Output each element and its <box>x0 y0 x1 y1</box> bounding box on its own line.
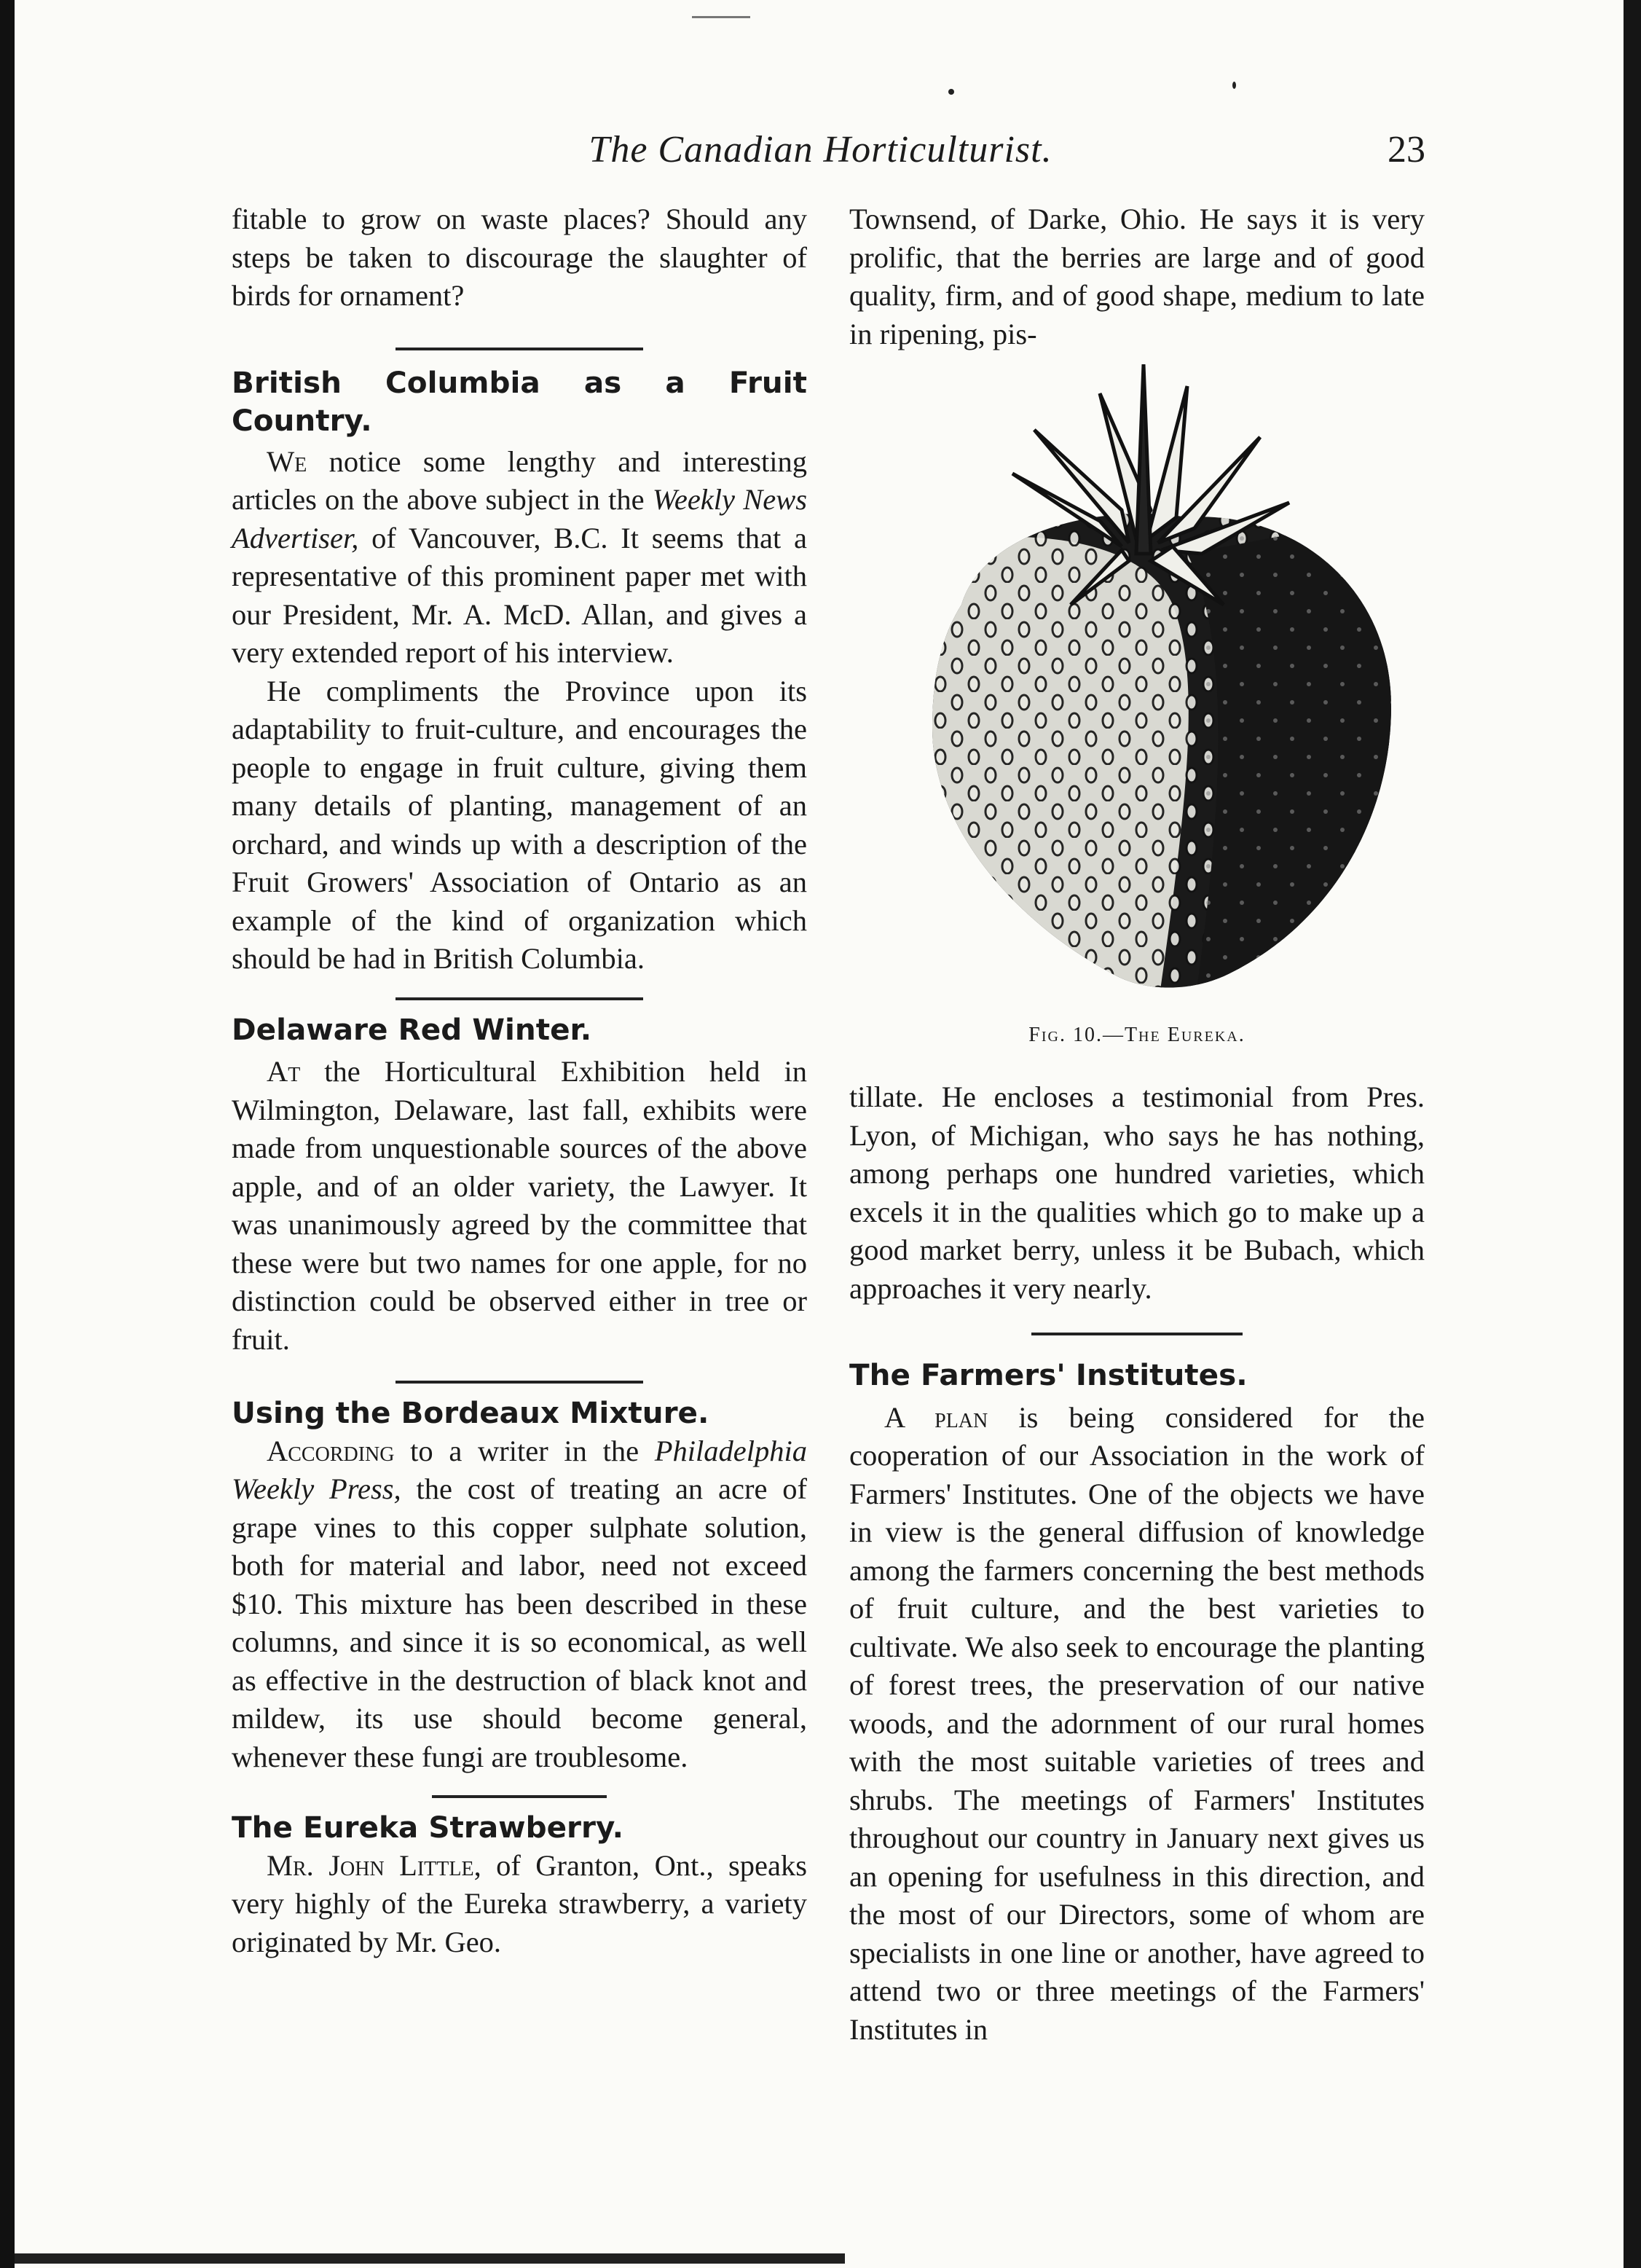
scan-edge-right <box>1624 0 1641 2268</box>
scan-edge-bottom <box>15 2253 845 2264</box>
heading-delaware: Delaware Red Winter. <box>232 1011 592 1047</box>
drop-word: We <box>267 444 307 478</box>
text-run: to a writer in the <box>394 1434 655 1467</box>
drop-word: At <box>267 1055 301 1088</box>
paragraph-bc-1 <box>232 443 807 672</box>
newspaper-title: Weekly News Advertiser, <box>232 483 807 554</box>
paragraph-bordeaux <box>232 1432 807 1777</box>
paragraph-eureka <box>232 1847 807 1962</box>
text-run: of Vancouver, B.C. It seems that a representative of this prominent paper met with our President, Mr. A. McD. Allan, and gives a very extended report of his interview. <box>232 521 807 669</box>
heading-farmers-institutes: The Farmers' Institutes. <box>849 1357 1248 1392</box>
paragraph-farmers-institutes <box>849 1399 1425 2049</box>
heading-bordeaux: Using the Bordeaux Mixture. <box>232 1395 709 1430</box>
scan-edge-left <box>0 0 15 2268</box>
section-rule <box>432 1795 607 1798</box>
right-column-bottom <box>849 1078 1425 2049</box>
text-run: notice some lengthy and interesting articles on the above subject in the <box>232 444 807 516</box>
page-number: 23 <box>1388 129 1425 170</box>
section-rule <box>396 1381 643 1384</box>
text-run: of Granton, Ont., speaks very highly of the Eureka strawberry, a variety originated by Mr. Geo. <box>232 1848 807 1958</box>
text-run: the cost of treating an acre of grape vines to this copper sulphate solution, both for material and labor, need not exceed $10. This mixture has been described in these columns, and since it is so economical, as well as effective in the destruction of black knot and mildew, its use should become general, whenever these fungi are troublesome. <box>232 1472 808 1773</box>
text-run: is being considered for the cooperation of our Association in the work of Farmers' Institutes. One of the objects we have in view is the general diffusion of knowledge among the farmers concerning the best methods of fruit culture, and the best varieties to cultivate. We also seek to encourage the planting of forest trees, the preservation of our native woods, and the adornment of our rural homes with the most suitable varieties of trees and shrubs. The meetings of Farmers' Institutes throughout our country in January next gives us an opening for usefulness in this direction, and the most of our Directors, some of whom are specialists in one line or another, have agreed to attend two or three meetings of the Farmers' Institutes in <box>849 1400 1425 2046</box>
paragraph-birds: fitable to grow on waste places? Should any steps be taken to discourage the slaughter of birds for ornament? <box>232 203 807 312</box>
section-rule <box>396 997 643 1000</box>
drop-word: A plan <box>884 1400 988 1434</box>
text-run: the Horticultural Exhibition held in Wilmington, Delaware, last fall, exhibits were made from unquestionable sources of the above apple, and of an older variety, the Lawyer. It was unanimously agreed by the committee that these were but two names for one apple, for no distinction could be observed either in tree or fruit. <box>232 1055 807 1356</box>
paragraph-eureka-cont: Townsend, of Darke, Ohio. He says it is very prolific, that the berries are large and of good quality, firm, and of good shape, medium to late in ripening, pis- <box>849 203 1425 350</box>
paragraph-bc-2: He compliments the Province upon its adaptability to fruit-culture, and encourages the people to engage in fruit culture, giving them many details of planting, management of an orchard, and winds up with a description of the Fruit Growers' Association of Ontario as an example of the kind of organization which should be had in British Columbia. <box>232 674 807 975</box>
heading-british-columbia: British Columbia as a Fruit Country. <box>232 364 807 438</box>
paragraph-testimonial: tillate. He encloses a testimonial from Pres. Lyon, of Michigan, who says he has nothing, among perhaps one hundred varieties, which excels it in the qualities which go to make up a good market berry, unless it be Bubach, which approaches it very nearly. <box>849 1080 1425 1305</box>
scan-speck <box>1232 82 1236 89</box>
section-rule <box>396 348 643 350</box>
newspaper-title: Philadelphia Weekly Press, <box>232 1434 807 1505</box>
heading-eureka: The Eureka Strawberry. <box>232 1810 624 1845</box>
drop-word: Mr. John Little, <box>267 1848 481 1882</box>
running-head: The Canadian Horticulturist. <box>589 129 1052 170</box>
drop-word: According <box>267 1434 395 1467</box>
scan-mark-top <box>692 16 750 18</box>
left-column <box>232 200 807 1961</box>
strawberry-illustration <box>881 364 1420 1005</box>
right-column-top <box>849 200 1425 353</box>
section-rule <box>1031 1333 1243 1335</box>
paragraph-delaware <box>232 1053 807 1359</box>
scan-speck <box>948 89 954 95</box>
figure-caption: Fig. 10.—The Eureka. <box>1028 1024 1245 1046</box>
